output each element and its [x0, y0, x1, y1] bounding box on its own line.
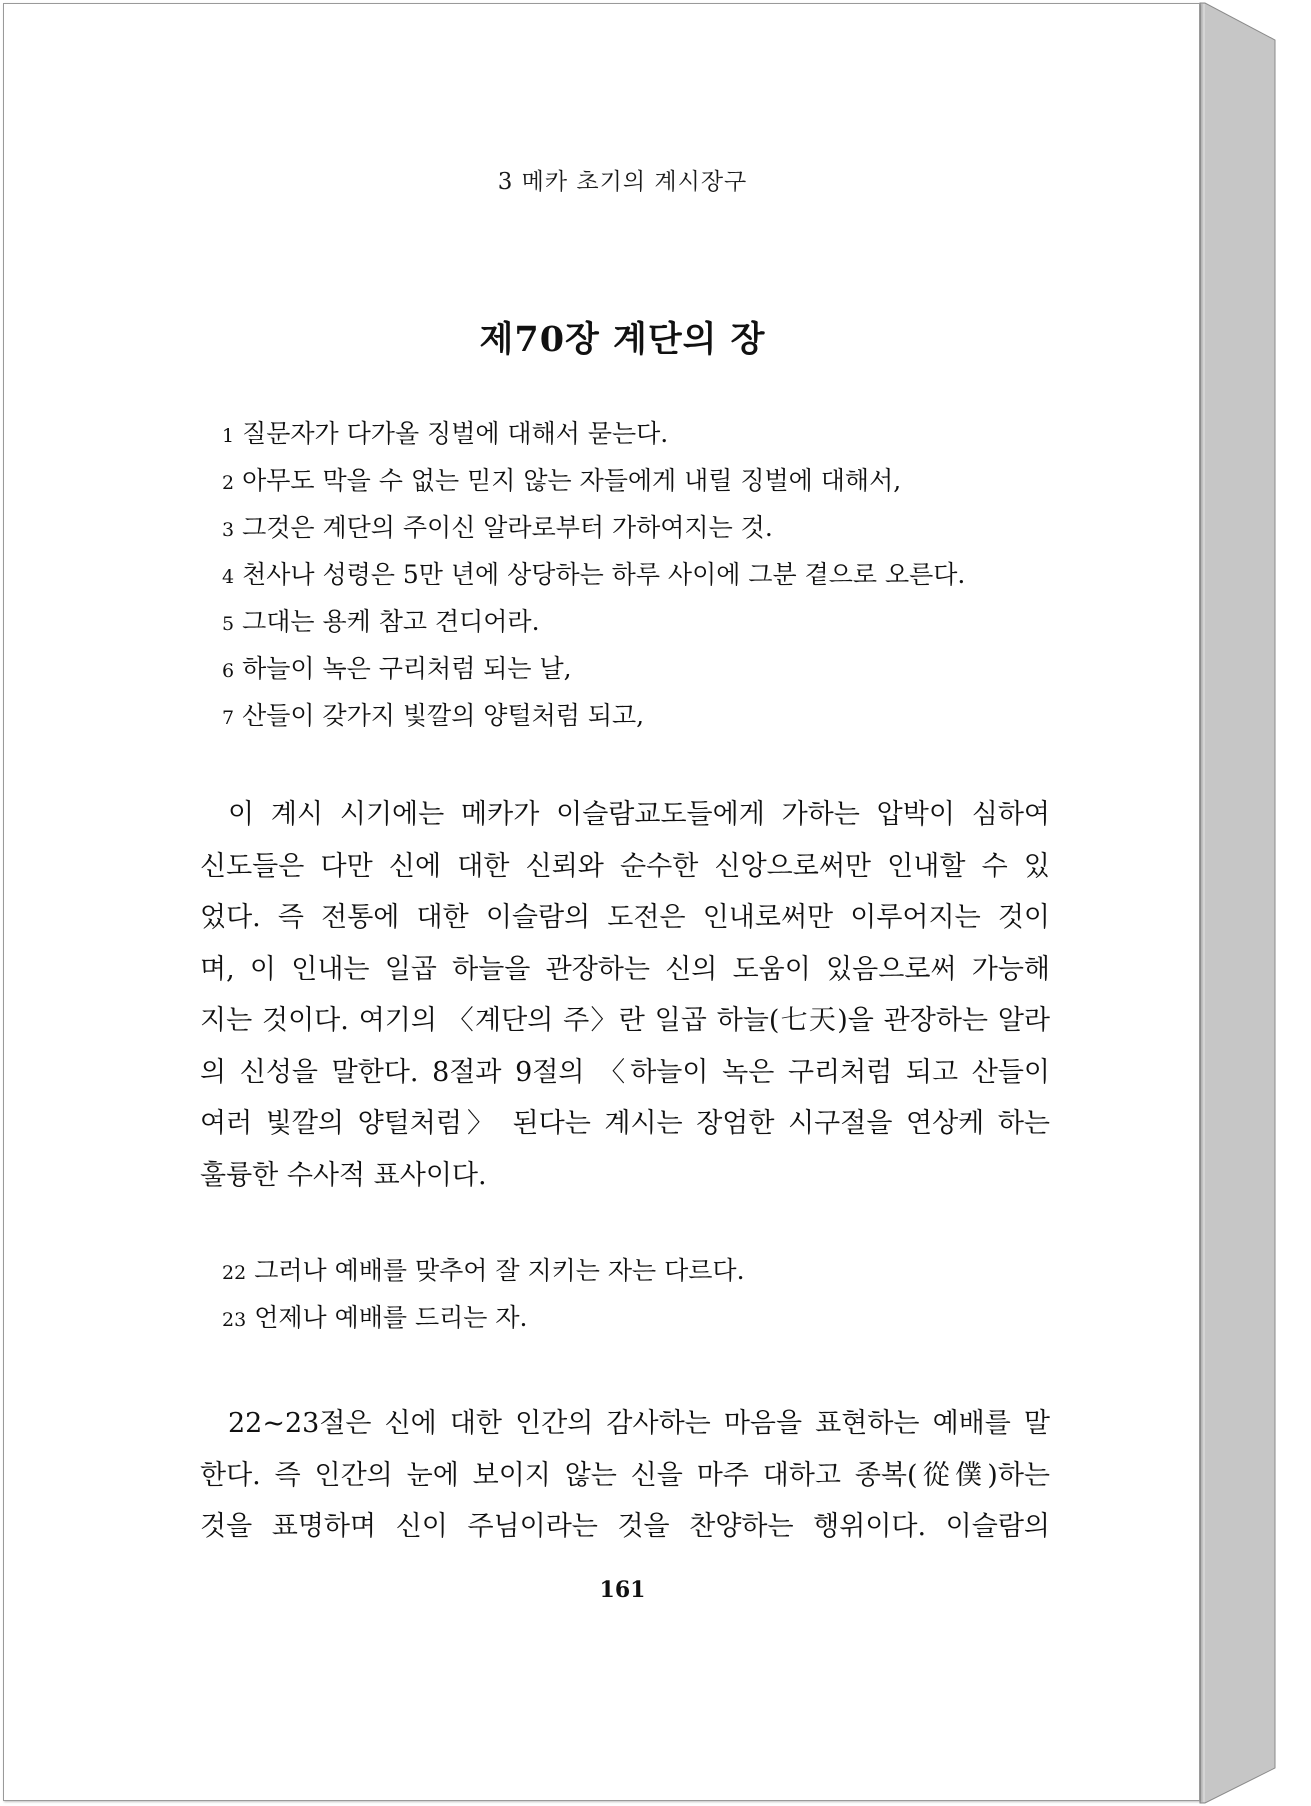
commentary-line: 22~23절은 신에 대한 인간의 감사하는 마음을 표현하는 예배를 말	[228, 1408, 1050, 1439]
chapter-title: 제70장 계단의 장	[479, 319, 766, 360]
commentary-line: 며, 이 인내는 일곱 하늘을 관장하는 신의 도움이 있음으로써 가능해	[200, 953, 1050, 985]
verse-list-1-7	[222, 410, 965, 739]
verse-line	[222, 598, 965, 645]
commentary-line: 의 신성을 말한다. 8절과 9절의 〈하늘이 녹은 구리처럼 되고 산들이	[200, 1056, 1050, 1088]
page-number: 161	[599, 1577, 646, 1603]
verse-number: 6	[222, 660, 235, 682]
commentary-line: 이 계시 시기에는 메카가 이슬람교도들에게 가하는 압박이 심하여	[228, 799, 1050, 830]
verse-text: 산들이 갖가지 빛깔의 양털처럼 되고,	[242, 701, 645, 730]
verse-line	[222, 551, 965, 598]
verse-text: 질문자가 다가올 징벌에 대해서 묻는다.	[242, 419, 669, 448]
verse-number: 4	[222, 566, 235, 588]
verse-number: 1	[222, 425, 235, 447]
commentary-line: 것을 표명하며 신이 주님이라는 것을 찬양하는 행위이다. 이슬람의	[200, 1511, 1050, 1542]
verse-text: 그러나 예배를 맞추어 잘 지키는 자는 다르다.	[254, 1256, 745, 1285]
verse-number: 22	[222, 1262, 247, 1284]
verse-line	[222, 504, 965, 551]
commentary-line: 었다. 즉 전통에 대한 이슬람의 도전은 인내로써만 이루어지는 것이	[200, 902, 1050, 933]
verse-text: 그대는 용케 참고 견디어라.	[242, 607, 540, 636]
verse-number: 23	[222, 1309, 247, 1331]
verse-text: 천사나 성령은 5만 년에 상당하는 하루 사이에 그분 곁으로 오른다.	[242, 560, 966, 589]
verse-line	[222, 1294, 745, 1341]
verse-line	[222, 1247, 745, 1294]
verse-text: 아무도 막을 수 없는 믿지 않는 자들에게 내릴 징벌에 대해서,	[242, 466, 902, 495]
verse-text: 언제나 예배를 드리는 자.	[254, 1303, 528, 1332]
verse-number: 5	[222, 613, 235, 635]
verse-line	[222, 457, 965, 504]
commentary-line: 지는 것이다. 여기의 〈계단의 주〉란 일곱 하늘(七天)을 관장하는 알라	[200, 1005, 1050, 1036]
verse-text: 하늘이 녹은 구리처럼 되는 날,	[242, 654, 572, 683]
verse-line	[222, 692, 965, 739]
commentary-paragraph-1	[200, 789, 1050, 1201]
commentary-line: 훌륭한 수사적 표사이다.	[200, 1159, 487, 1191]
verse-number: 7	[222, 707, 235, 729]
verse-number: 3	[222, 519, 235, 541]
commentary-paragraph-2	[200, 1398, 1050, 1553]
commentary-line: 한다. 즉 인간의 눈에 보이지 않는 신을 마주 대하고 종복(從僕)하는	[200, 1459, 1050, 1491]
commentary-line: 여러 빛깔의 양털처럼〉 된다는 계시는 장엄한 시구절을 연상케 하는	[200, 1108, 1050, 1139]
verse-text: 그것은 계단의 주이신 알라로부터 가하여지는 것.	[242, 513, 773, 542]
verse-list-22-23	[222, 1247, 745, 1341]
verse-line	[222, 410, 965, 457]
verse-line	[222, 645, 965, 692]
verse-number: 2	[222, 472, 235, 494]
commentary-line: 신도들은 다만 신에 대한 신뢰와 순수한 신앙으로써만 인내할 수 있	[200, 850, 1050, 882]
running-head: 3 메카 초기의 계시장구	[497, 169, 748, 195]
